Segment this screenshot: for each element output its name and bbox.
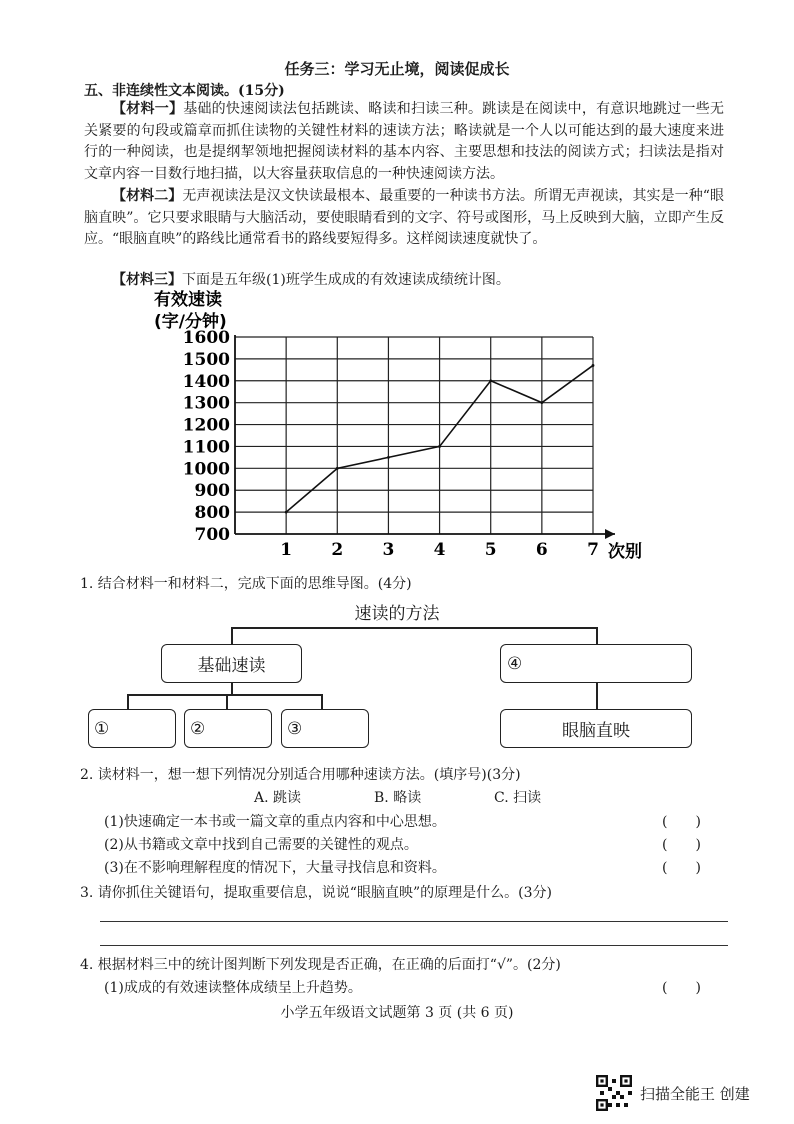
mindmap-connector — [596, 683, 598, 709]
y-tick-label: 900 — [194, 481, 230, 502]
x-tick-label: 1 — [280, 540, 293, 560]
option-a: A. 跳读 — [254, 790, 302, 806]
mindmap-node-1[interactable] — [88, 709, 176, 748]
q4-item-1: (1)成成的有效速读整体成绩呈上升趋势。 — [104, 980, 362, 996]
y-tick-label: 1000 — [182, 459, 230, 480]
x-tick-label: 6 — [535, 540, 548, 560]
x-tick-label: 7 — [587, 540, 599, 560]
mindmap-connector — [231, 627, 233, 644]
y-tick-label: 1500 — [182, 349, 230, 370]
mindmap-node-label: ④ — [507, 653, 523, 674]
mindmap-node-3[interactable] — [281, 709, 369, 748]
mindmap-connector — [127, 694, 322, 696]
y-tick-label: 1100 — [182, 437, 230, 458]
q2-item-3: (3)在不影响理解程度的情况下，大量寻找信息和资料。 — [104, 860, 446, 876]
answer-blank[interactable]: ( ) — [662, 814, 701, 830]
scanner-watermark: 扫描全能王 创建 — [640, 1085, 750, 1103]
qr-code-icon — [596, 1075, 632, 1111]
data-point — [285, 511, 288, 514]
task-title: 任务三：学习无止境，阅读促成长 — [284, 60, 510, 78]
mindmap-node-eye-brain — [500, 709, 692, 748]
x-tick-label: 4 — [433, 540, 446, 560]
question-4: 4. 根据材料三中的统计图判断下列发现是否正确，在正确的后面打“√”。(2分) — [80, 957, 561, 973]
mindmap-node-label: ② — [190, 718, 206, 739]
option-b: B. 略读 — [374, 790, 422, 806]
data-point — [540, 401, 543, 404]
answer-line[interactable] — [100, 945, 728, 946]
x-tick-labels — [280, 540, 599, 560]
q2-item-1: (1)快速确定一本书或一篇文章的重点内容和中心思想。 — [104, 814, 446, 830]
mindmap-connector — [127, 694, 129, 709]
x-tick-label: 5 — [484, 540, 497, 560]
mindmap-node-label: 基础速读 — [197, 656, 266, 676]
material-3-text: 下面是五年级(1)班学生成成的有效速读成绩统计图。 — [182, 272, 510, 288]
y-tick-labels — [183, 328, 230, 545]
material-1 — [84, 99, 724, 186]
x-axis-label: 次别 — [608, 542, 642, 562]
chart-grid — [235, 337, 593, 534]
material-2 — [84, 186, 724, 251]
q2-item-2: (2)从书籍或文章中找到自己需要的关键性的观点。 — [104, 837, 418, 853]
section-title: 五、非连续性文本阅读。(15分) — [84, 83, 285, 99]
answer-blank[interactable]: ( ) — [662, 980, 701, 996]
data-point — [438, 445, 441, 448]
x-axis-arrow — [605, 529, 615, 539]
mindmap-connector — [321, 694, 323, 709]
mindmap-node-label: 眼脑直映 — [562, 721, 630, 741]
y-tick-label: 1400 — [182, 371, 230, 392]
material-1-tag: 【材料一】 — [112, 101, 184, 117]
question-2: 2. 读材料一，想一想下列情况分别适合用哪种速读方法。(填序号)(3分) — [80, 767, 521, 783]
material-1-text: 基础的快速阅读法包括跳读、略读和扫读三种。跳读是在阅读中，有意识地跳过一些无关紧要的句段或篇章而抓住读物的关键性材料的速读方法；略读就是一个人以可能达到的最大速度来进行的一种阅读，也是提纲挈领地把握阅读材料的基本内容、主要思想和技法的阅读方式；扫读法是指对文章内容一目数行地扫描，以大容量获取信息的一种快速阅读方法。 — [84, 101, 725, 183]
y-axis-unit: (字/分钟) — [154, 312, 227, 332]
data-point — [489, 379, 492, 382]
material-2-text: 无声视读法是汉文快读最根本、最重要的一种读书方法。所谓无声视读，其实是一种“眼脑直映”。它只要求眼睛与大脑活动，要使眼睛看到的文字、符号或图形，马上反映到大脑，立即产生反应。“眼脑直映”的路线比通常看书的路线要短得多。这样阅读速度就快了。 — [84, 188, 725, 248]
mindmap-connector — [226, 694, 228, 709]
y-tick-label: 700 — [194, 525, 230, 545]
x-tick-label: 3 — [382, 540, 395, 560]
data-point — [592, 364, 595, 367]
mindmap-connector — [231, 627, 597, 629]
mindmap-node-label: ① — [94, 718, 110, 739]
page-footer: 小学五年级语文试题第 3 页 (共 6 页) — [280, 1005, 514, 1021]
answer-blank[interactable]: ( ) — [662, 860, 701, 876]
y-axis-label: 有效速读 — [154, 290, 222, 310]
chart-axes — [235, 335, 615, 539]
mindmap-node-label: ③ — [287, 718, 303, 739]
answer-line[interactable] — [100, 921, 728, 922]
y-tick-label: 800 — [194, 503, 230, 524]
mindmap-connector — [596, 627, 598, 644]
material-3-tag: 【材料三】 — [112, 272, 182, 288]
mindmap-node-basic-reading — [161, 644, 302, 683]
question-3: 3. 请你抓住关键语句，提取重要信息，说说“眼脑直映”的原理是什么。(3分) — [80, 885, 552, 901]
data-point — [387, 456, 390, 459]
data-point — [336, 467, 339, 470]
mindmap-node-4[interactable] — [500, 644, 692, 683]
speed-line-chart — [140, 285, 660, 565]
y-tick-label: 1300 — [182, 393, 230, 414]
mindmap-node-2[interactable] — [184, 709, 272, 748]
answer-blank[interactable]: ( ) — [662, 837, 701, 853]
mindmap-root: 速读的方法 — [354, 604, 440, 624]
material-2-tag: 【材料二】 — [112, 188, 183, 204]
x-tick-label: 2 — [331, 540, 344, 560]
y-tick-label: 1200 — [182, 415, 230, 436]
question-1: 1. 结合材料一和材料二，完成下面的思维导图。(4分) — [80, 576, 412, 592]
option-c: C. 扫读 — [494, 790, 542, 806]
y-tick-label: 1600 — [182, 328, 230, 348]
